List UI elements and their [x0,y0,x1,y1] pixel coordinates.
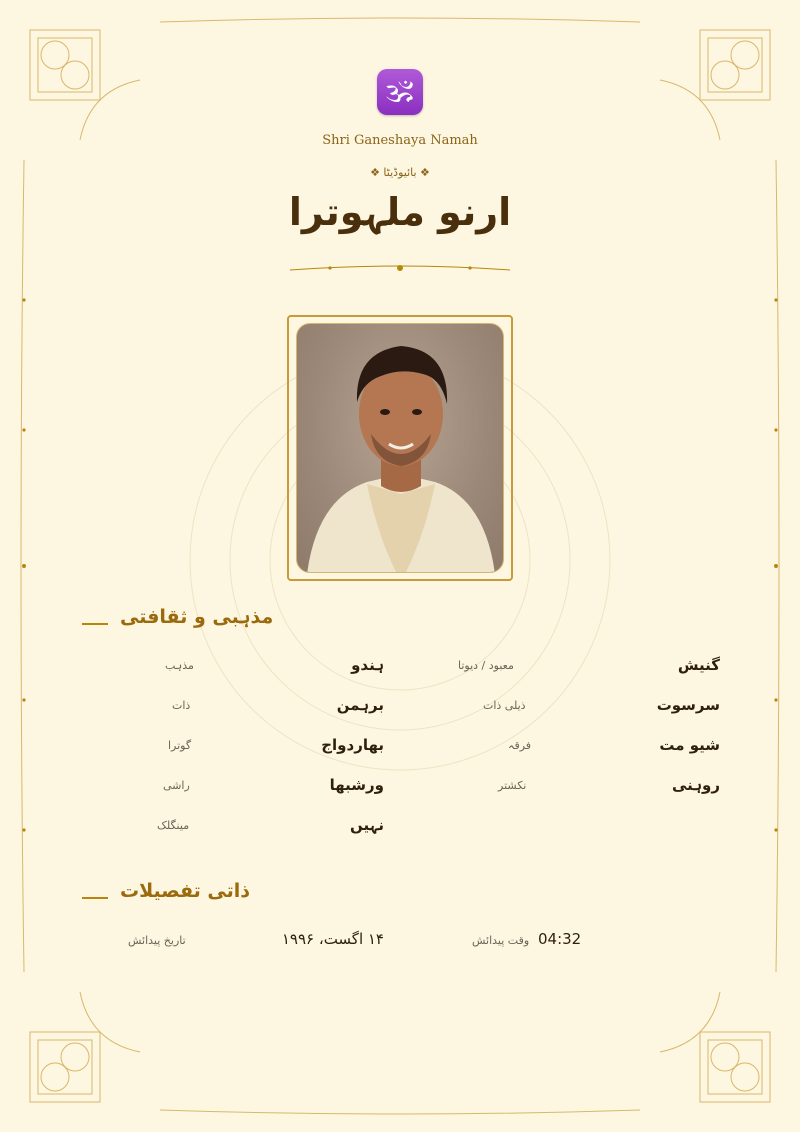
field-value-nakshatra: روہنی [671,776,720,794]
field-value-religion: ہندو [351,656,384,674]
field-value-gotra: بھاردواج [321,736,384,754]
om-icon: 🕉 [377,69,423,115]
portrait-illustration [297,324,504,573]
section-title-personal: ذاتی تفصیلات [120,880,251,902]
field-label-sect: فرقہ [508,739,532,752]
field-label-caste: ذات [172,699,191,712]
invocation-text: Shri Ganeshaya Namah [322,133,478,148]
person-name: ارنو ملہوترا [288,190,512,234]
field-label-manglik: مینگلک [157,819,190,832]
field-value-birth-date: ۱۴ اگست، ۱۹۹۶ [281,930,384,948]
field-value-subcaste: سرسوت [656,696,720,714]
field-label-birth-time: وقت پیدائش [472,934,530,947]
profile-photo [296,323,504,573]
field-label-religion: مذہب [165,659,194,672]
field-label-gotra: گوترا [168,739,192,752]
field-label-nakshatra: نکشتر [498,779,527,792]
field-label-rashi: راشی [163,779,190,792]
field-value-deity: گنیش [677,656,720,674]
field-value-manglik: نہیں [349,816,384,834]
field-value-caste: برہمن [336,696,384,714]
section-divider [82,897,108,899]
document-subtitle: ❖ بائیوڈیٹا ❖ [370,166,430,179]
section-title-religious: مذہبی و ثقافتی [120,606,274,628]
field-label-deity: معبود / دیوتا [458,659,514,672]
section-divider [82,623,108,625]
field-label-birth-date: تاریخ پیدائش [128,934,186,947]
field-value-sect: شیو مت [659,736,720,754]
field-value-rashi: ورشبھا [329,776,384,794]
field-value-birth-time: 04:32 [538,930,582,948]
field-label-subcaste: ذیلی ذات [483,699,526,712]
